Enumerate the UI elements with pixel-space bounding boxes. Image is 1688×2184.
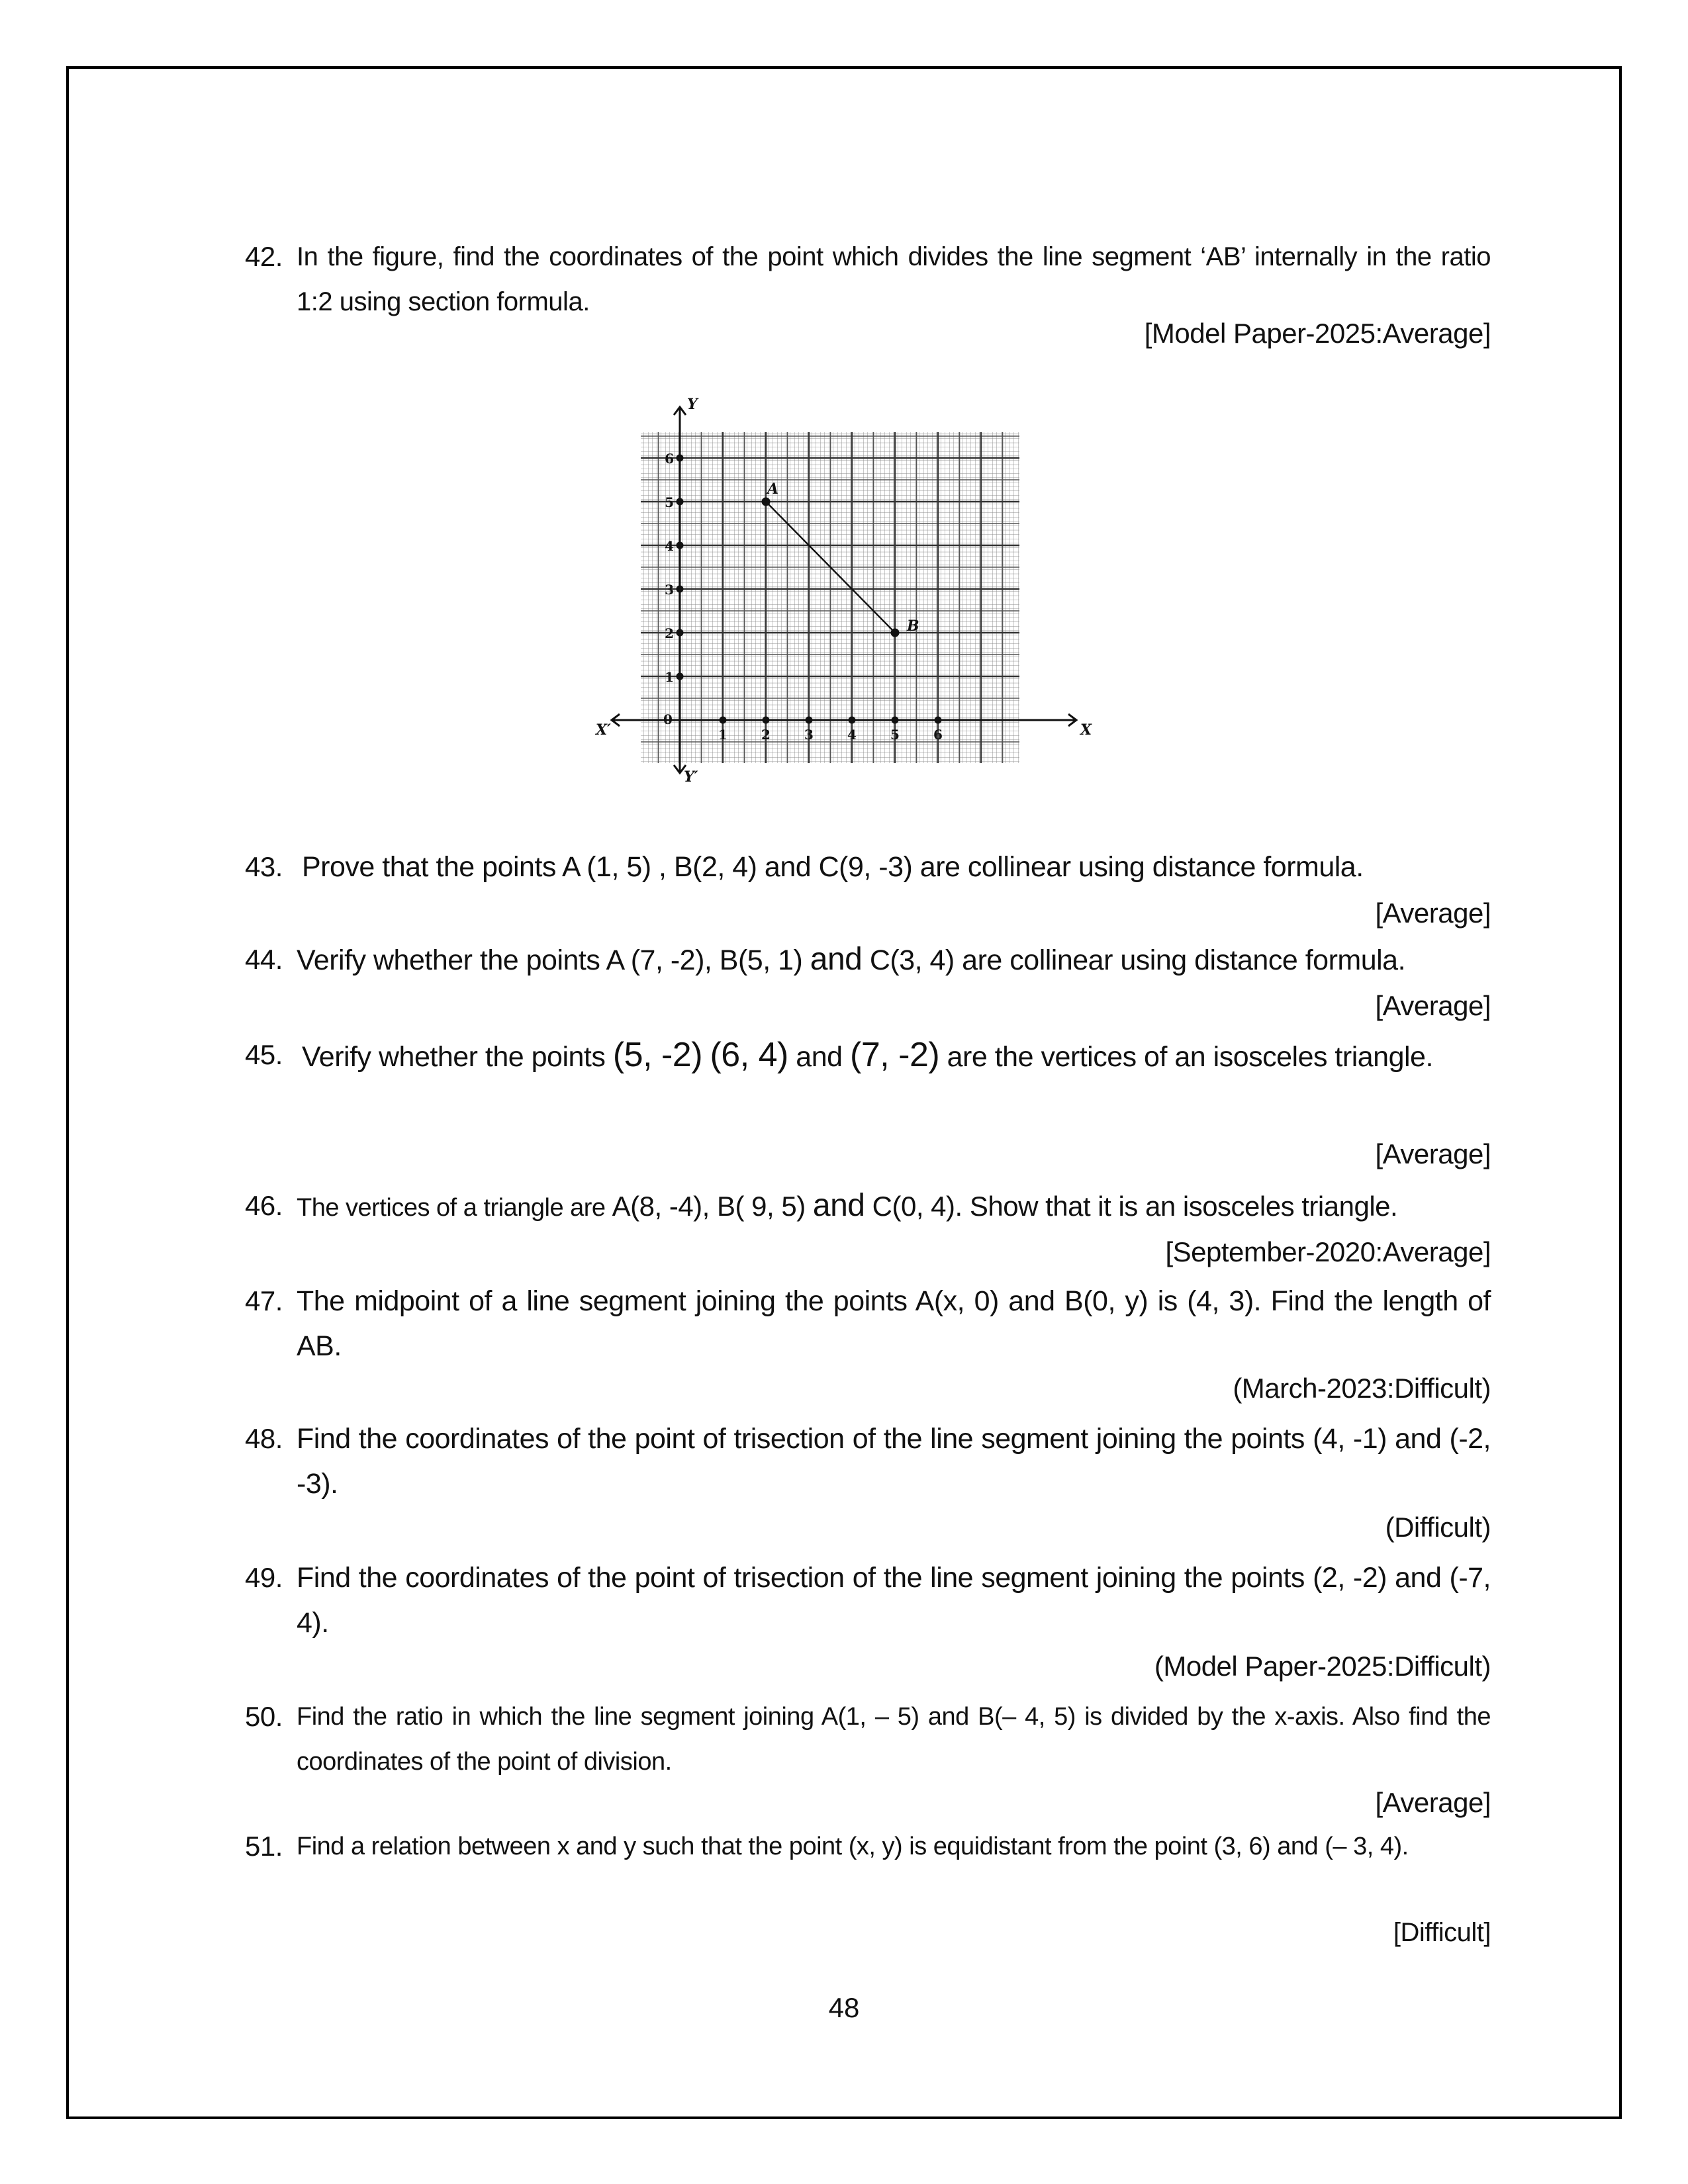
origin-label: 0 <box>663 711 673 727</box>
svg-text:6: 6 <box>933 727 943 743</box>
question-number: 50. <box>245 1701 283 1732</box>
question-50-tag: [Average] <box>1375 1787 1491 1818</box>
question-44-tag: [Average] <box>1375 990 1491 1021</box>
point-a-label: A <box>767 480 779 498</box>
question-number: 46. <box>245 1190 283 1221</box>
point-a <box>762 498 771 506</box>
question-48-tag: (Difficult) <box>1385 1512 1491 1543</box>
svg-text:5: 5 <box>665 494 674 510</box>
question-45 <box>245 1032 1491 1079</box>
question-46 <box>245 1183 1491 1230</box>
svg-text:1: 1 <box>718 727 727 743</box>
y-neg-axis-label: Y′ <box>684 768 698 786</box>
question-47-tag: (March-2023:Difficult) <box>1233 1373 1491 1404</box>
question-text: Find the ratio in which the line segment joining A(1, – 5) and B(– 4, 5) is divided by the x-axis. Also find the coordinates of the point of division. <box>297 1703 1491 1776</box>
svg-text:3: 3 <box>665 582 674 598</box>
page-number: 48 <box>828 1992 860 2023</box>
question-43 <box>245 844 1491 889</box>
svg-text:6: 6 <box>665 451 674 467</box>
coordinate-graph-figure <box>583 384 1099 794</box>
question-50 <box>245 1694 1491 1784</box>
question-51-tag: [Difficult] <box>1393 1918 1491 1947</box>
x-neg-axis-label: X′ <box>596 721 611 739</box>
question-text: Find a relation between x and y such that the point (x, y) is equidistant from the point (3, 6) and (– 3, 4). <box>297 1833 1409 1860</box>
question-number: 48. <box>245 1423 283 1454</box>
question-45-tag: [Average] <box>1375 1138 1491 1169</box>
svg-text:2: 2 <box>665 625 674 641</box>
question-number: 43. <box>245 851 283 882</box>
question-text: Verify whether the points A (7, -2), B(5, 1) and C(3, 4) are collinear using distance formula. <box>297 942 1406 977</box>
question-49-tag: (Model Paper-2025:Difficult) <box>1154 1651 1491 1682</box>
svg-text:3: 3 <box>804 727 814 743</box>
svg-text:2: 2 <box>761 727 771 743</box>
question-number: 47. <box>245 1285 283 1316</box>
svg-text:4: 4 <box>665 538 674 554</box>
question-text: Find the coordinates of the point of trisection of the line segment joining the points (4, -1) and (-2, -3). <box>297 1423 1491 1500</box>
question-text: Prove that the points A (1, 5) , B(2, 4) and C(9, -3) are collinear using distance formula. <box>302 851 1364 883</box>
question-text: The midpoint of a line segment joining the points A(x, 0) and B(0, y) is (4, 3). Find the length of AB. <box>297 1285 1491 1362</box>
question-42-tag: [Model Paper-2025:Average] <box>1144 318 1491 349</box>
question-43-tag: [Average] <box>1375 897 1491 929</box>
svg-text:5: 5 <box>890 727 900 743</box>
question-number: 45. <box>245 1039 283 1070</box>
question-number: 42. <box>245 241 283 272</box>
question-number: 44. <box>245 944 283 975</box>
question-text: The vertices of a triangle are A(8, -4), B( 9, 5) and C(0, 4). Show that it is an isosceles triangle. <box>297 1188 1398 1223</box>
svg-text:1: 1 <box>665 669 674 685</box>
question-51 <box>245 1824 1491 1869</box>
question-46-tag: [September-2020:Average] <box>1165 1236 1491 1267</box>
question-48 <box>245 1416 1491 1506</box>
question-44 <box>245 937 1491 983</box>
point-b <box>891 629 900 637</box>
question-number: 49. <box>245 1562 283 1593</box>
question-47 <box>245 1279 1491 1369</box>
point-b-label: B <box>907 617 919 635</box>
question-text: Verify whether the points (5, -2) (6, 4) and (7, -2) are the vertices of an isosceles triangle. <box>302 1036 1433 1074</box>
svg-text:4: 4 <box>847 727 857 743</box>
question-text: In the figure, find the coordinates of the point which divides the line segment ‘AB’ internally in the ratio 1:2 using section formula. <box>297 242 1491 316</box>
question-number: 51. <box>245 1831 283 1862</box>
graph-paper-svg <box>583 384 1099 794</box>
question-49 <box>245 1555 1491 1645</box>
x-axis-label: X <box>1080 721 1092 739</box>
question-text: Find the coordinates of the point of trisection of the line segment joining the points (2, -2) and (-7, 4). <box>297 1562 1491 1639</box>
y-axis-label: Y <box>687 396 698 413</box>
